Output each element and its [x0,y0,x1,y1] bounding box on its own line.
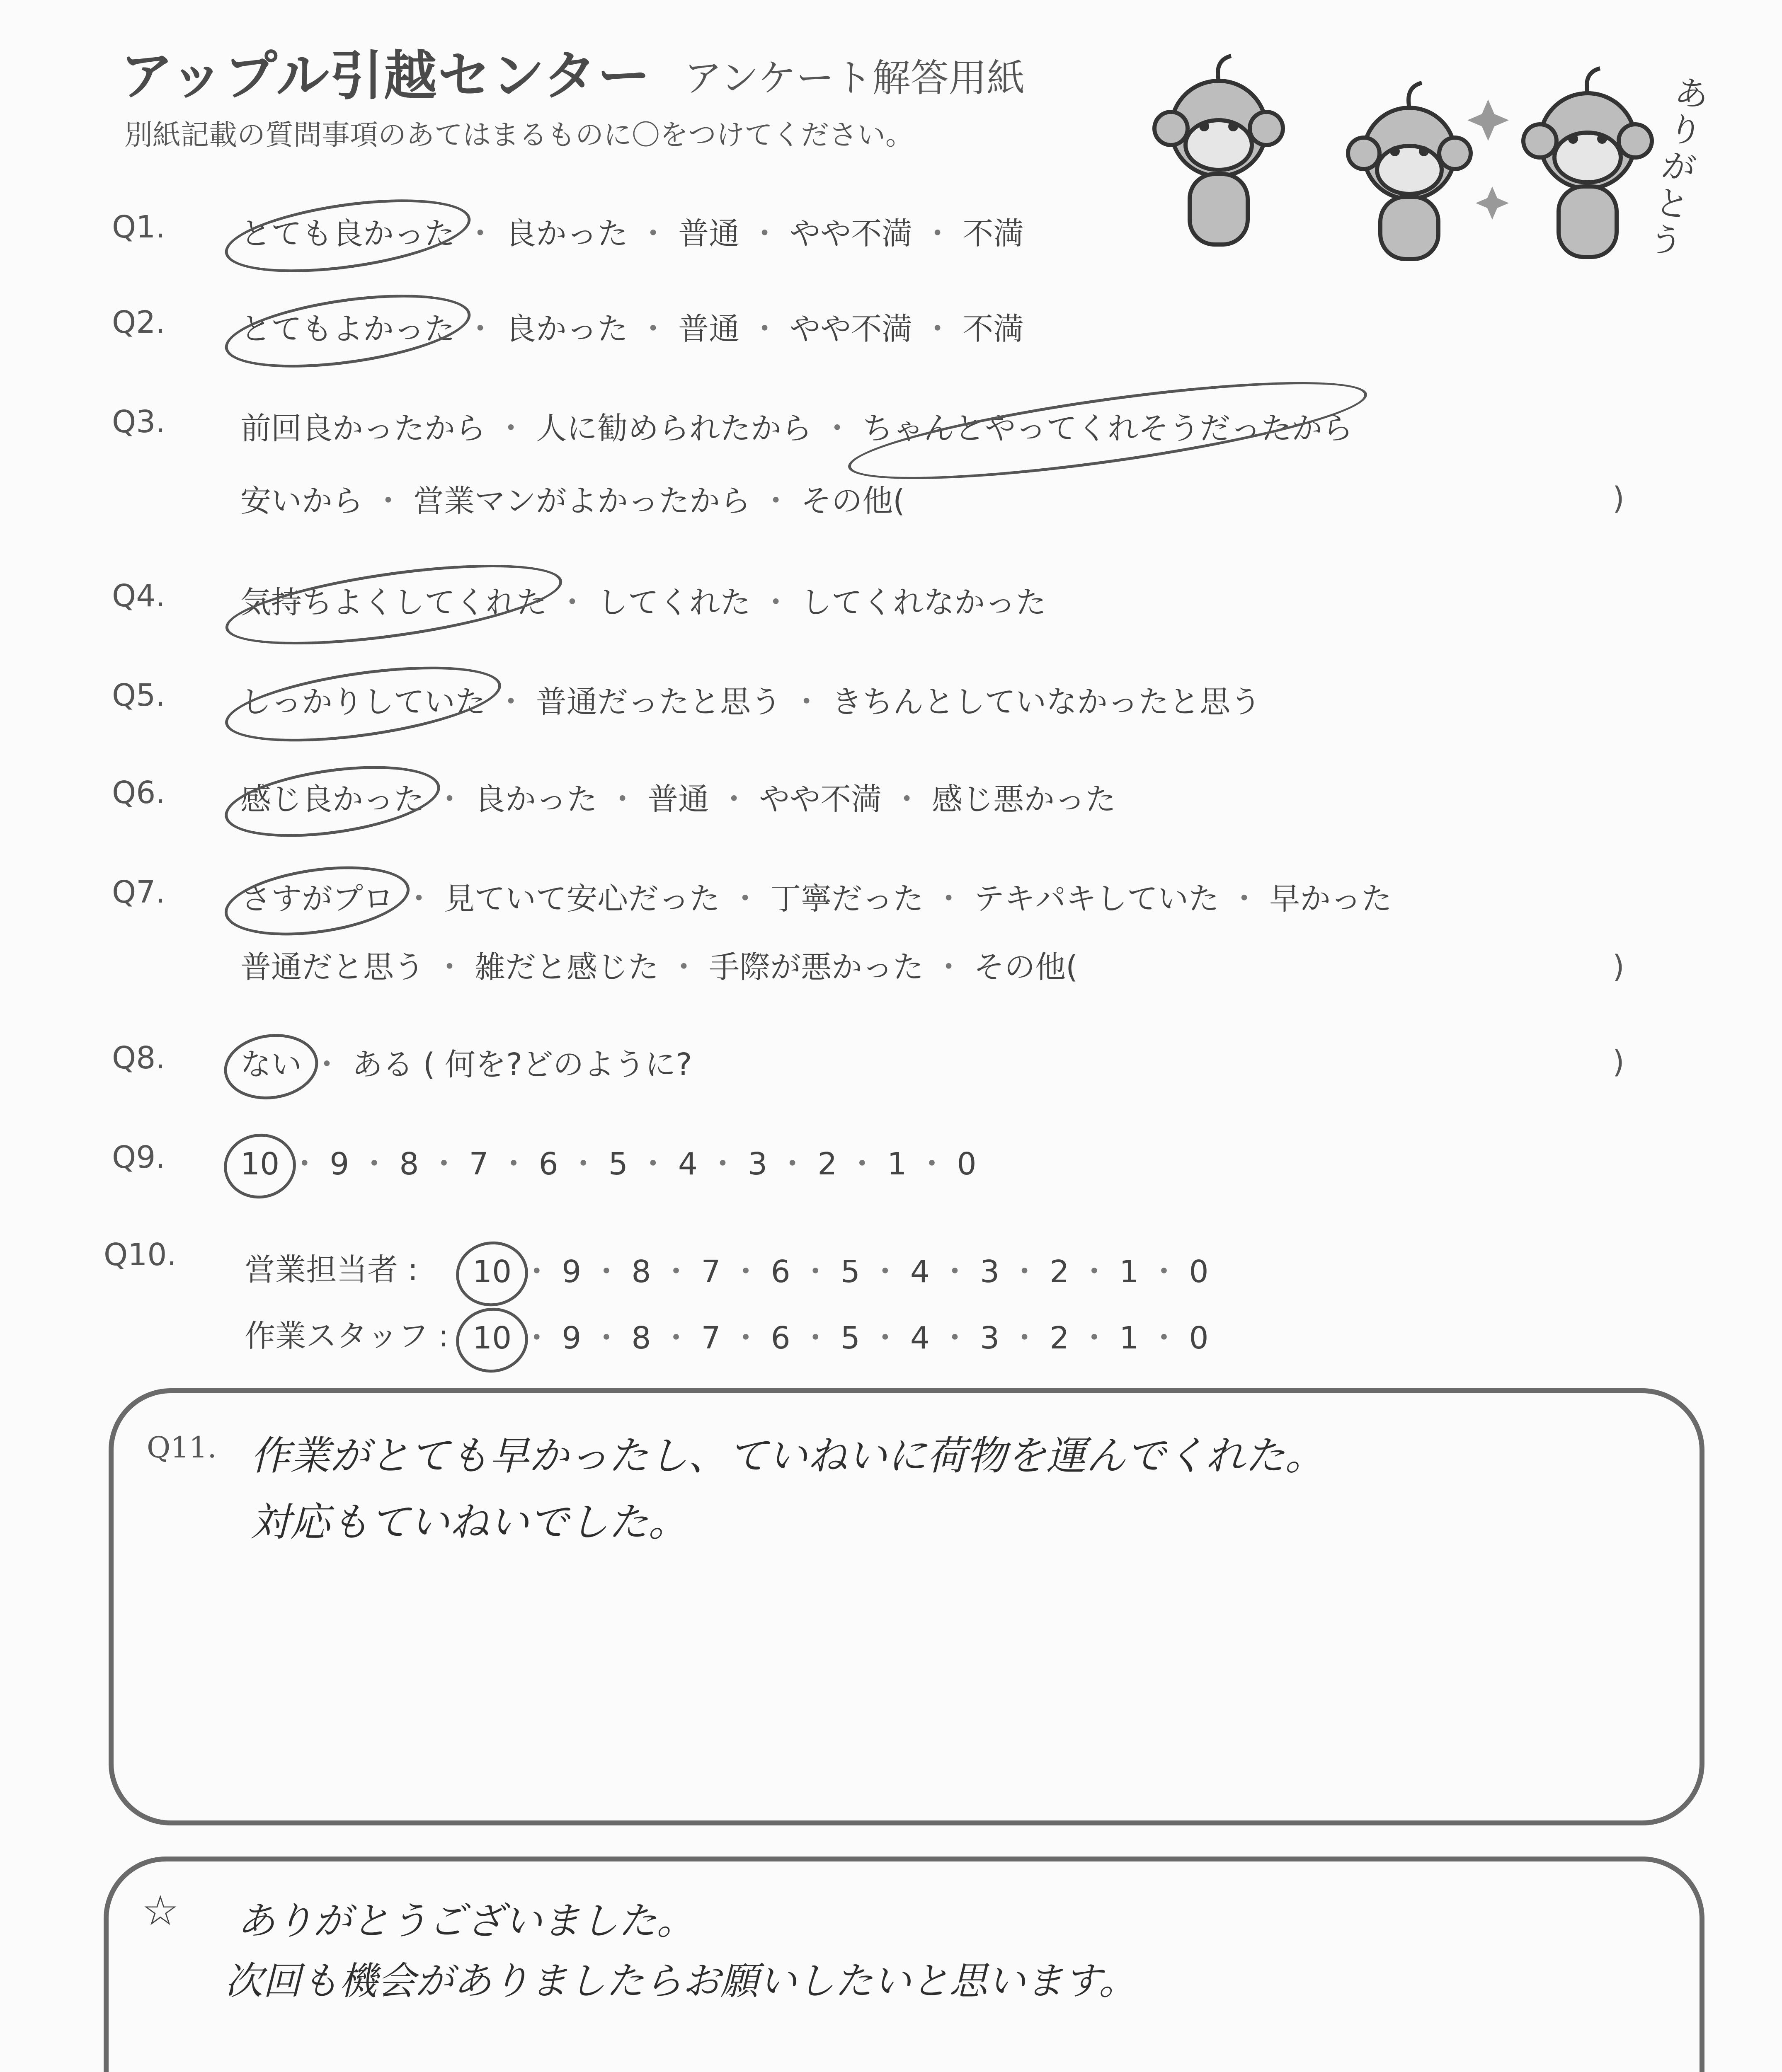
form-title: アップル引越センター [120,45,651,107]
q10-score-option[interactable]: 9 [562,1254,582,1290]
option-separator: ・ [558,1146,609,1182]
question-label: Q1. [112,209,165,245]
option-0-0-4[interactable]: 不満 [963,216,1024,252]
star-icon: ☆ [142,1886,179,1935]
question-options-row [240,943,1078,987]
option-separator: ・ [659,949,709,985]
question-options-row [240,404,1353,448]
option-4-0-1[interactable]: 普通だったと思う [536,684,782,720]
option-8-0-9[interactable]: 1 [887,1146,907,1182]
option-5-0-2[interactable]: 普通 [647,782,709,817]
form-instructions: 別紙記載の質問事項のあてはまるものに〇をつけてください。 [124,119,914,152]
hand-drawn-circle-icon [221,282,475,380]
question-options-row [240,1040,692,1084]
q10-score-option[interactable]: 9 [562,1320,582,1356]
option-0-0-0[interactable]: とても良かった [240,216,455,252]
q10-score-option[interactable]: 2 [1050,1320,1069,1356]
option-6-0-2[interactable]: 丁寧だった [770,881,924,917]
option-separator: ・ [1069,1254,1120,1290]
option-separator: ・ [651,1254,701,1290]
q10-scale-row [473,1314,1209,1358]
option-separator: ・ [999,1254,1050,1290]
q10-score-option[interactable]: 1 [1119,1320,1139,1356]
q10-label: Q10. [104,1237,177,1273]
option-separator: ・ [751,585,801,620]
option-8-0-2[interactable]: 8 [399,1146,419,1182]
option-5-0-3[interactable]: やや不満 [759,782,882,817]
question-options-row [240,578,1046,622]
option-separator: ・ [363,483,414,519]
option-separator: ・ [912,311,963,347]
option-8-0-3[interactable]: 7 [469,1146,489,1182]
question-label: Q6. [112,775,165,811]
option-separator: ・ [547,585,598,620]
option-2-0-0[interactable]: 前回良かったから [240,411,486,446]
question-label: Q2. [112,305,165,340]
option-separator: ・ [651,1320,701,1356]
option-separator: ・ [739,216,790,252]
option-separator: ・ [912,216,963,252]
option-2-1-0[interactable]: 安いから [240,483,363,519]
q10-score-option[interactable]: 10 [473,1254,512,1290]
q11-label: Q11. [147,1431,217,1464]
q10-score-option[interactable]: 8 [631,1254,651,1290]
option-6-1-2[interactable]: 手際が悪かった [709,949,924,985]
option-separator: ・ [419,1146,469,1182]
option-separator: ・ [790,1320,841,1356]
option-separator: ・ [455,311,506,347]
option-separator: ・ [628,1146,678,1182]
option-separator: ・ [349,1146,400,1182]
question-options-row [240,1140,977,1184]
option-6-1-1[interactable]: 雑だと感じた [475,949,659,985]
option-separator: ・ [628,311,679,347]
q10-score-option[interactable]: 5 [840,1254,860,1290]
question-options-row [240,209,1024,253]
hand-drawn-circle-icon [844,362,1371,499]
closing-parenthesis: ) [1612,949,1624,985]
q10-score-option[interactable]: 4 [910,1320,930,1356]
option-separator: ・ [709,782,759,817]
q11-answer-line-2: 対応もていねいでした。 [250,1499,688,1545]
option-separator: ・ [1219,881,1270,917]
mascot-illustration [1127,50,1712,265]
option-separator: ・ [424,782,475,817]
option-6-1-3[interactable]: その他( [974,949,1078,985]
option-separator: ・ [999,1320,1050,1356]
option-1-0-0[interactable]: とてもよかった [240,311,455,347]
option-2-0-2[interactable]: ちゃんとやってくれそうだったから [862,411,1353,446]
option-2-1-2[interactable]: その他( [801,483,905,519]
option-6-1-0[interactable]: 普通だと思う [240,949,424,985]
option-6-0-0[interactable]: さすがプロ [240,881,394,917]
hand-drawn-circle-icon [221,549,567,661]
hand-drawn-circle-icon [220,1028,322,1105]
option-5-0-1[interactable]: 良かった [475,782,598,817]
option-3-0-0[interactable]: 気持ちよくしてくれた [240,585,547,620]
question-options-row [240,874,1392,918]
option-separator: ・ [720,1254,771,1290]
q10-scale-row [473,1247,1209,1291]
option-8-0-4[interactable]: 6 [538,1146,558,1182]
question-label: Q4. [112,578,165,614]
option-separator: ・ [924,949,974,985]
option-separator: ・ [488,1146,539,1182]
closing-parenthesis: ) [1612,1044,1624,1080]
question-label: Q5. [112,678,165,713]
closing-parenthesis: ) [1612,481,1624,516]
option-separator: ・ [279,1146,330,1182]
option-3-0-2[interactable]: してくれなかった [801,585,1047,620]
option-separator: ・ [837,1146,887,1182]
option-separator: ・ [581,1254,632,1290]
option-3-0-1[interactable]: してくれた [597,585,751,620]
q10-score-option[interactable]: 2 [1050,1254,1069,1290]
q10-score-option[interactable]: 10 [473,1320,512,1356]
option-1-0-3[interactable]: やや不満 [790,311,913,347]
q10-score-option[interactable]: 7 [701,1320,721,1356]
option-separator: ・ [720,881,771,917]
option-separator: ・ [628,216,679,252]
option-7-0-0[interactable]: ない [240,1047,302,1082]
option-2-1-1[interactable]: 営業マンがよかったから [413,483,751,519]
option-separator: ・ [720,1320,771,1356]
option-1-0-2[interactable]: 普通 [678,311,740,347]
option-separator: ・ [907,1146,957,1182]
question-label: Q9. [112,1140,165,1175]
option-8-0-1[interactable]: 9 [330,1146,349,1182]
q10-score-option[interactable]: 8 [631,1320,651,1356]
option-8-0-8[interactable]: 2 [817,1146,837,1182]
option-8-0-5[interactable]: 5 [608,1146,628,1182]
hand-drawn-circle-icon [452,1303,532,1377]
question-label: Q7. [112,874,165,910]
option-0-0-3[interactable]: やや不満 [790,216,913,252]
q10-score-option[interactable]: 3 [980,1320,1000,1356]
q10-score-option[interactable]: 6 [771,1320,790,1356]
hand-drawn-circle-icon [221,754,445,848]
question-options-row [240,678,1261,721]
option-separator: ・ [860,1320,910,1356]
q10-score-option[interactable]: 4 [910,1254,930,1290]
option-separator: ・ [512,1320,562,1356]
option-separator: ・ [860,1254,910,1290]
monkey-mascot-icon [1127,50,1708,265]
option-separator: ・ [790,1254,841,1290]
q10-score-option[interactable]: 1 [1119,1254,1139,1290]
q10-score-option[interactable]: 6 [771,1254,790,1290]
option-0-0-1[interactable]: 良かった [505,216,628,252]
option-4-0-0[interactable]: しっかりしていた [240,684,486,720]
option-8-0-7[interactable]: 3 [748,1146,768,1182]
question-options-row [240,305,1024,349]
q10-score-option[interactable]: 0 [1189,1320,1209,1356]
option-separator: ・ [930,1254,980,1290]
option-5-0-0[interactable]: 感じ良かった [240,782,424,817]
option-separator: ・ [512,1254,562,1290]
option-7-0-1[interactable]: ある ( 何を?どのように? [352,1047,692,1082]
hand-drawn-circle-icon [221,186,475,285]
q10-score-option[interactable]: 5 [840,1320,860,1356]
question-label: Q3. [112,404,165,440]
q10-row-label: 営業担当者 : [245,1252,418,1288]
option-separator: ・ [486,684,536,720]
hand-drawn-circle-icon [452,1237,532,1311]
option-8-0-10[interactable]: 0 [957,1146,977,1182]
option-separator: ・ [1139,1254,1189,1290]
comments-line-2: 次回も機会がありましたらお願いしたいと思います。 [225,1959,1137,2003]
option-1-0-1[interactable]: 良かった [505,311,628,347]
option-4-0-2[interactable]: きちんとしていなかったと思う [832,684,1261,720]
option-8-0-0[interactable]: 10 [240,1146,279,1182]
option-separator: ・ [812,411,863,446]
q10-score-option[interactable]: 3 [980,1254,1000,1290]
option-separator: ・ [581,1320,632,1356]
option-separator: ・ [1069,1320,1120,1356]
option-separator: ・ [739,311,790,347]
q11-answer-box [109,1388,1704,1825]
option-5-0-4[interactable]: 感じ悪かった [932,782,1116,817]
option-separator: ・ [930,1320,980,1356]
option-0-0-2[interactable]: 普通 [678,216,740,252]
option-separator: ・ [882,782,932,817]
option-separator: ・ [302,1047,352,1082]
option-separator: ・ [424,949,475,985]
option-separator: ・ [781,684,832,720]
option-6-0-1[interactable]: 見ていて安心だった [444,881,720,917]
hand-drawn-circle-icon [221,653,505,755]
option-separator: ・ [486,411,536,446]
option-separator: ・ [1139,1320,1189,1356]
option-separator: ・ [394,881,444,917]
question-options-row [240,477,905,520]
option-6-0-4[interactable]: 早かった [1269,881,1392,917]
mascot-caption: ありがとう [1646,72,1712,263]
q10-score-option[interactable]: 7 [701,1254,721,1290]
option-separator: ・ [455,216,506,252]
question-label: Q8. [112,1040,165,1076]
option-6-0-3[interactable]: テキパキしていた [974,881,1220,917]
option-separator: ・ [924,881,974,917]
form-subtitle: アンケート解答用紙 [684,56,1025,100]
comments-box [104,1857,1704,2072]
option-separator: ・ [751,483,801,519]
comments-line-1: ありがとうございました。 [237,1899,695,1943]
option-separator: ・ [698,1146,748,1182]
option-separator: ・ [597,782,648,817]
q10-score-option[interactable]: 0 [1189,1254,1209,1290]
q10-row-label: 作業スタッフ : [245,1318,449,1354]
q11-answer-line-1: 作業がとても早かったし、ていねいに荷物を運んでくれた。 [250,1433,1325,1479]
option-1-0-4[interactable]: 不満 [963,311,1024,347]
option-2-0-1[interactable]: 人に勧められたから [536,411,812,446]
question-options-row [240,775,1116,819]
option-8-0-6[interactable]: 4 [678,1146,698,1182]
hand-drawn-circle-icon [220,1129,300,1203]
option-separator: ・ [767,1146,818,1182]
hand-drawn-circle-icon [220,856,414,946]
